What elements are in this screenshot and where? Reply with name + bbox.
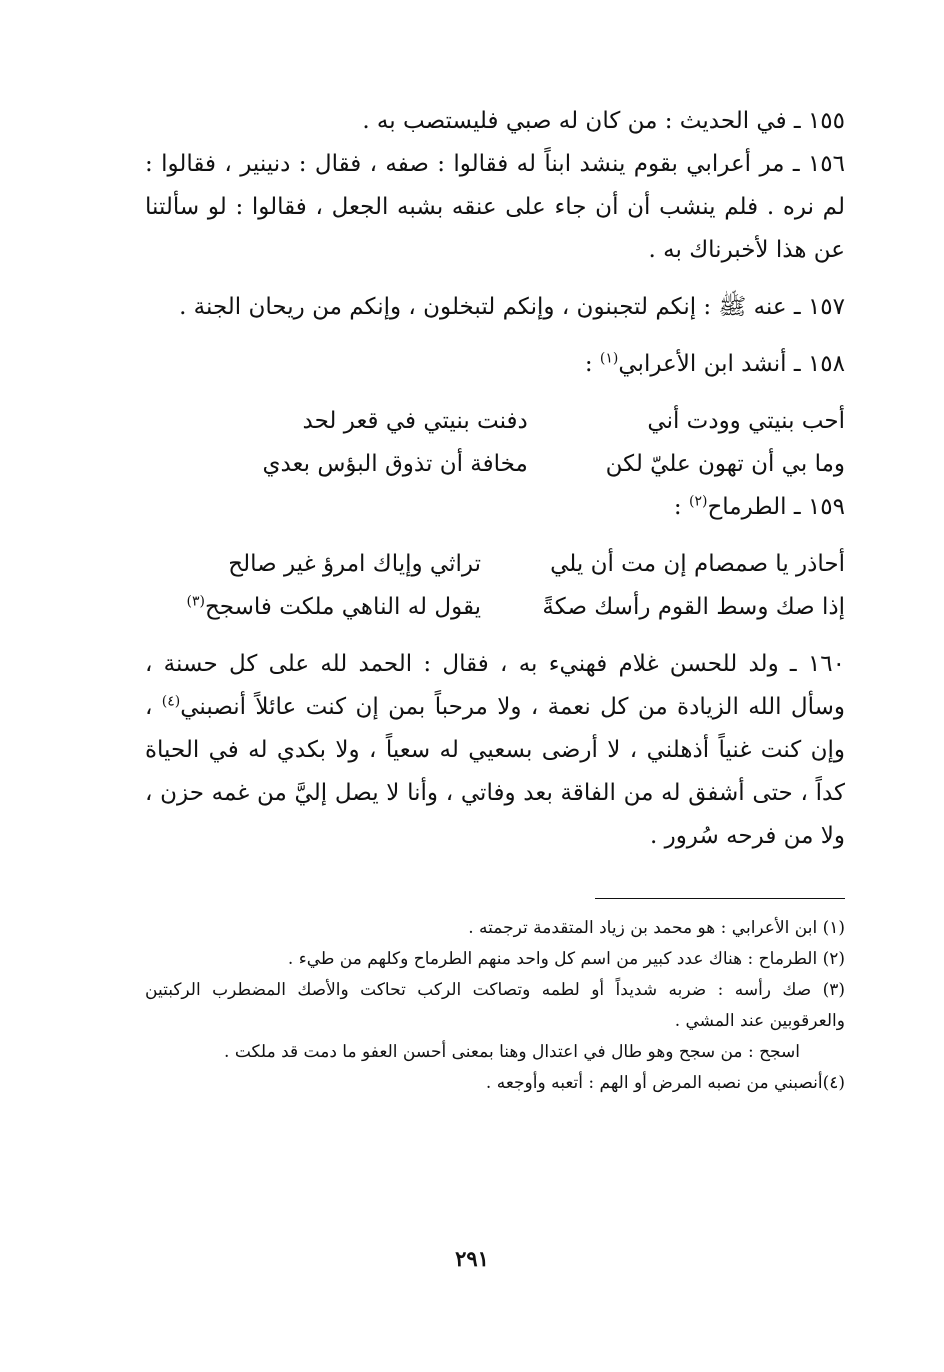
paragraph-159-tail: :	[673, 494, 689, 520]
paragraph-156: ١٥٦ ـ مر أعرابي بقوم ينشد ابناً له فقالوا : صفه ، فقال : دنينير ، فقالوا : لم نره . فلم ينشب أن أن جاء على عنقه بشبه الجعل ، فقالوا : لو سألتنا عن هذا لأخبرناك به .	[145, 151, 845, 263]
footnote-ref-1: (١)	[599, 350, 619, 367]
page-number: ٢٩١	[455, 1246, 489, 1271]
footnote-divider	[595, 898, 845, 899]
verse-158-2	[145, 443, 845, 486]
footnote-3-continued: اسجح : من سجح وهو طال في اعتدال وهنا بمعنى أحسن العفو ما دمت قد ملكت .	[224, 1042, 800, 1062]
paragraph-158-intro	[145, 343, 845, 386]
paragraph-155: ١٥٥ ـ في الحديث : من كان له صبي فليستصب به .	[362, 108, 845, 134]
footnote-ref-2: (٢)	[688, 493, 708, 510]
footnote-3: (٣) صك رأسه : ضربه شديداً أو لطمه وتصاكت الركب تحاكت والأصك المضطرب الركبتين والعرقوبين عند المشي .	[145, 980, 846, 1031]
verse-hemistich: إذا صك وسط القوم رأسك صكةً	[542, 594, 845, 620]
verse-text: يقول له الناهي ملكت فاسجح	[204, 594, 481, 620]
footnote-ref-3: (٣)	[186, 593, 205, 610]
paragraph-159-text: ١٥٩ ـ الطرماح	[707, 494, 845, 520]
paragraph-160	[145, 643, 845, 858]
paragraph-158-tail: :	[584, 351, 600, 377]
page-body	[145, 100, 845, 1099]
paragraph-157: ١٥٧ ـ عنه ﷺ : إنكم لتجبنون ، وإنكم لتبخلون ، وإنكم من ريحان الجنة .	[179, 294, 845, 320]
paragraph-159-intro	[145, 486, 845, 529]
footnote-2: (٢) الطرماح : هناك عدد كبير من اسم كل واحد منهم الطرماح وكلهم من طيء .	[287, 949, 845, 969]
verse-hemistich: أحاذر يا صمصام إن مت أن يلي	[550, 551, 845, 577]
paragraph-158-text: ١٥٨ ـ أنشد ابن الأعرابي	[618, 351, 845, 377]
verse-158-1	[145, 400, 845, 443]
verse-159-2	[145, 586, 845, 629]
footnote-4: (٤)أنصبني من نصبه المرض أو الهم : أتعبه وأوجعه .	[485, 1073, 845, 1093]
verse-hemistich: تراثي وإياك امرؤ غير صالح	[228, 551, 481, 577]
footnote-ref-4: (٤)	[161, 693, 181, 710]
verse-hemistich: أحب بنيتي وودت أني	[647, 408, 845, 434]
verse-hemistich: وما بي أن تهون عليّ لكن	[605, 451, 845, 477]
paragraph-160-text: ١٦٠ ـ ولد للحسن غلام فهنيء به ، فقال : الحمد لله على كل حسنة ، وسأل الله الزيادة من كل نعمة ، ولا مرحباً بمن إن كنت عائلاً أنصبني	[145, 651, 846, 720]
paragraph-160-rest: ، وإن كنت غنياً أذهلني ، لا أرضى بسعيي له سعياً ، ولا بكدي له في الحياة كداً ، حتى أشفق له من الفاقة بعد وفاتي ، وأنا لا يصل إليَّ من غمه حزن ، ولا من فرحه سُرور .	[145, 694, 845, 849]
verse-hemistich: دفنت بنيتي في قعر لحد	[302, 408, 528, 434]
verse-hemistich: مخافة أن تذوق البؤس بعدي	[262, 451, 528, 477]
footnote-1: (١) ابن الأعرابي : هو محمد بن زياد المتقدمة ترجمته .	[468, 918, 845, 938]
verse-159-1	[145, 543, 845, 586]
verse-hemistich	[145, 586, 481, 629]
